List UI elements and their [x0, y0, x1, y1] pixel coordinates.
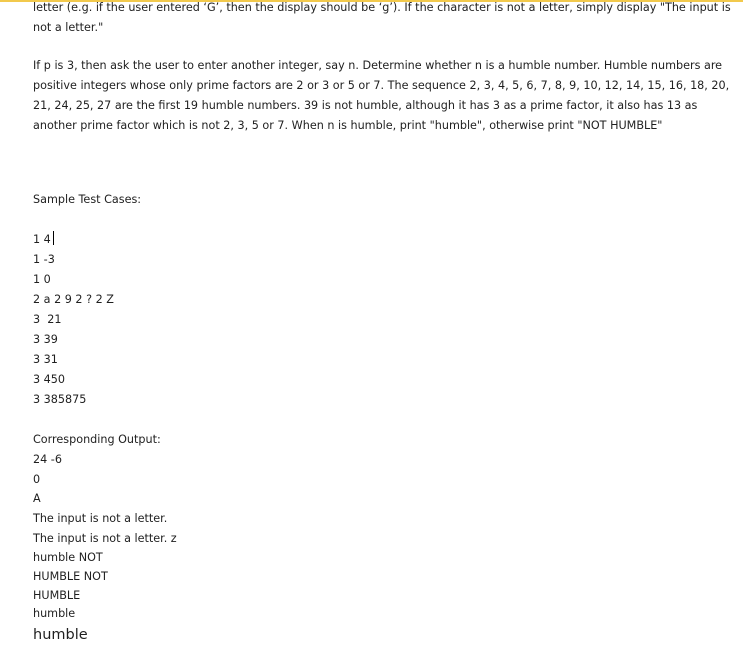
output-line-8: HUMBLE	[33, 589, 81, 602]
text-cursor	[53, 231, 54, 245]
test-cases-heading: Sample Test Cases:	[33, 193, 142, 206]
test-case-3: 1 0	[33, 273, 51, 286]
test-case-6: 3 39	[33, 333, 58, 346]
output-heading: Corresponding Output:	[33, 433, 161, 446]
test-case-5: 3 21	[33, 313, 62, 326]
output-line-2: 0	[33, 473, 41, 486]
output-line-5: The input is not a letter. z	[33, 532, 177, 545]
test-case-7: 3 31	[33, 353, 58, 366]
test-case-8: 3 450	[33, 373, 66, 386]
output-line-9: humble	[33, 607, 76, 620]
output-line-1: 24 -6	[33, 453, 62, 466]
output-line-7: HUMBLE NOT	[33, 570, 108, 583]
paragraph-letter-conversion: letter (e.g. if the user entered ‘G’, then the display should be ‘g’). If the character is not a letter, simply display "The input is not a letter."	[33, 1, 731, 34]
paragraph-humble-numbers: If p is 3, then ask the user to enter another integer, say n. Determine whether n is a humble number. Humble numbers are positive integers whose only prime factors are 2 or 3 or 5 or 7. The sequence 2, 3, 4, 5, 6, 7, 8, 9, 10, 12, 14, 15, 16, 18, 20, 21, 24, 25, 27 are the first 19 humble numbers. 39 is not humble, although it has 3 as a prime factor, it also has 13 as another prime factor which is not 2, 3, 5 or 7. When n is humble, print "humble", otherwise print "NOT HUMBLE"	[33, 59, 730, 132]
test-case-9: 3 385875	[33, 393, 87, 406]
test-case-1: 1 4	[33, 230, 54, 250]
test-case-2: 1 -3	[33, 253, 55, 266]
output-line-4: The input is not a letter.	[33, 512, 168, 525]
output-line-6: humble NOT	[33, 551, 103, 564]
output-line-last: humble	[33, 627, 88, 643]
output-line-3: A	[33, 492, 41, 505]
test-case-4: 2 a 2 9 2 ? 2 Z	[33, 293, 114, 306]
